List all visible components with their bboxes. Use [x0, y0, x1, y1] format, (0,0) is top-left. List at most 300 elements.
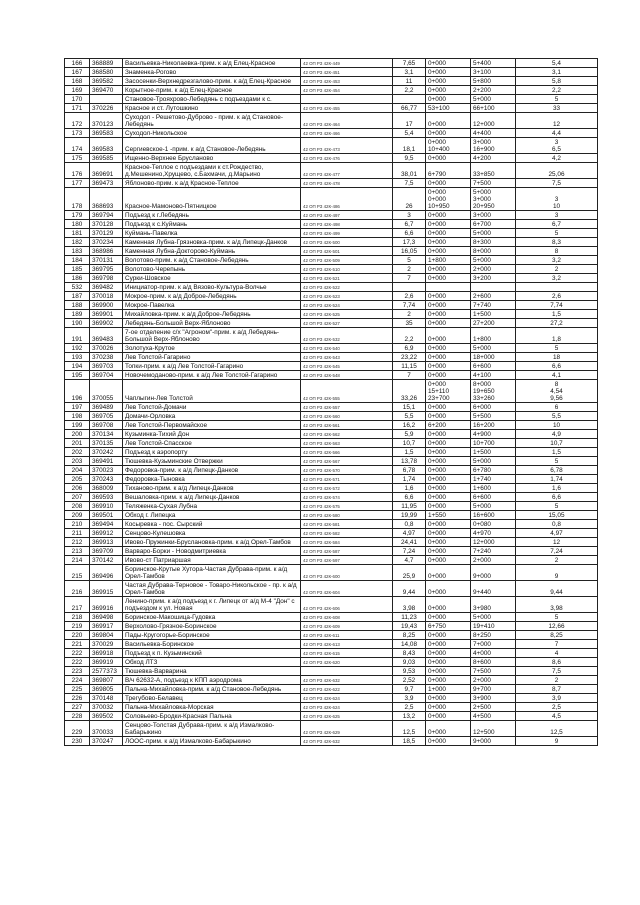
section-length: 12,66 — [516, 622, 598, 631]
road-length: 2,5 — [393, 703, 426, 712]
road-code: 370134 — [90, 430, 123, 439]
road-code: 369807 — [90, 676, 123, 685]
km-end — [471, 457, 516, 466]
km-end-value: 8+250 — [473, 632, 491, 639]
section-length: 8,25 — [516, 631, 598, 640]
road-name: Сенцово-Кулешовка — [123, 529, 301, 538]
km-start — [426, 403, 471, 412]
section-length-value: 3 — [554, 139, 559, 146]
road-identifier: 42 ОП РЗ 42К-584 — [301, 538, 393, 547]
road-name: Михайловка-прим. к а/д Доброе-Лебедянь — [123, 310, 301, 319]
road-name: Сенцово-Толстая Дубрава-прим. к а/д Измалково-Бабарыкино — [123, 721, 301, 737]
km-end — [471, 581, 516, 597]
road-code: 369473 — [90, 179, 123, 188]
km-start-value: 1+000 — [428, 686, 446, 693]
road-identifier: 42 ОП РЗ 42К-476 — [301, 154, 393, 163]
road-code: 369583 — [90, 138, 123, 154]
road-code: 369703 — [90, 362, 123, 371]
km-end — [471, 188, 516, 211]
km-start — [426, 319, 471, 328]
km-end-value: 3+000 — [473, 196, 491, 203]
km-start — [426, 247, 471, 256]
table-row — [65, 86, 598, 95]
section-length: 3,9 — [516, 694, 598, 703]
road-code: 369705 — [90, 412, 123, 421]
road-length: 0,8 — [393, 520, 426, 529]
km-end-value: 16+200 — [473, 422, 495, 429]
road-identifier: 42 ОП РЗ 42К-608 — [301, 613, 393, 622]
km-start-value: 0+000 — [428, 230, 446, 237]
km-end — [471, 658, 516, 667]
row-number: 205 — [65, 475, 90, 484]
table-row — [65, 547, 598, 556]
km-end — [471, 737, 516, 746]
road-name: Сурки-Шовское — [123, 274, 301, 283]
section-length: 9,44 — [516, 581, 598, 597]
road-length: 9,7 — [393, 685, 426, 694]
km-start-value: 0+000 — [428, 248, 446, 255]
section-length-value: 6,5 — [552, 146, 561, 153]
road-identifier: 42 ОП РЗ 42К-609 — [301, 622, 393, 631]
road-name: В/ч 62632-А, подъезд к КПП аэродрома — [123, 676, 301, 685]
km-start-value: 0+000 — [428, 311, 446, 318]
km-start — [426, 362, 471, 371]
road-identifier: 42 ОП РЗ 42К-453 — [301, 77, 393, 86]
km-start-value: 0+000 — [428, 695, 446, 702]
km-start — [426, 667, 471, 676]
road-identifier: 42 ОП РЗ 42К-622 — [301, 685, 393, 694]
km-start-value: 0+000 — [428, 650, 446, 657]
km-end — [471, 283, 516, 292]
road-identifier: 42 ОП РЗ 42К-455 — [301, 104, 393, 113]
table-row — [65, 640, 598, 649]
road-name: Чаплыгин-Лев Толстой — [123, 380, 301, 403]
km-end — [471, 556, 516, 565]
road-name: Куймань-Павелка — [123, 229, 301, 238]
road-name: Вешаловка-прим. к а/д Липецк-Данков — [123, 493, 301, 502]
road-name: Васильевка-Николаевка-прим. к а/д Елец-Красное — [123, 59, 301, 68]
row-number: 210 — [65, 520, 90, 529]
road-length: 6,78 — [393, 466, 426, 475]
road-length: 6,7 — [393, 220, 426, 229]
section-length: 8,3 — [516, 238, 598, 247]
road-length: 25,9 — [393, 565, 426, 581]
road-length: 9,03 — [393, 658, 426, 667]
km-end — [471, 104, 516, 113]
road-name: Яблоново-прим. к а/д Красное-Теплое — [123, 179, 301, 188]
km-end — [471, 667, 516, 676]
road-length: 17 — [393, 113, 426, 129]
km-start — [426, 256, 471, 265]
table-row — [65, 283, 598, 292]
row-number: 188 — [65, 301, 90, 310]
section-length: 7 — [516, 640, 598, 649]
table-row — [65, 229, 598, 238]
row-number: 199 — [65, 421, 90, 430]
road-length: 15,1 — [393, 403, 426, 412]
road-code: 369916 — [90, 597, 123, 613]
road-name: Пальна-Михайловка-прим. к а/д Становое-Лебедянь — [123, 685, 301, 694]
km-start — [426, 138, 471, 154]
km-start — [426, 310, 471, 319]
row-number: 209 — [65, 511, 90, 520]
row-number: 228 — [65, 712, 90, 721]
table-row — [65, 556, 598, 565]
road-name: Суходол-Никольское — [123, 129, 301, 138]
road-name: Корытное-прим. к а/д Елец-Красное — [123, 86, 301, 95]
table-row — [65, 104, 598, 113]
km-start-value: 0+000 — [428, 659, 446, 666]
section-length: 12 — [516, 113, 598, 129]
row-number: 214 — [65, 556, 90, 565]
table-row — [65, 484, 598, 493]
km-start — [426, 104, 471, 113]
road-code: 368986 — [90, 247, 123, 256]
km-start-value: 0+000 — [428, 485, 446, 492]
section-length — [516, 283, 598, 292]
km-start-value: 0+000 — [428, 336, 446, 343]
row-number: 171 — [65, 104, 90, 113]
road-code: 369912 — [90, 529, 123, 538]
table-row — [65, 457, 598, 466]
section-length: 5 — [516, 502, 598, 511]
section-length: 12,5 — [516, 721, 598, 737]
km-start-value: 0+000 — [428, 60, 446, 67]
road-code: 370033 — [90, 721, 123, 737]
road-name: Лев Толстой-Первомайское — [123, 421, 301, 430]
road-identifier: 42 ОП РЗ 42К-454 — [301, 86, 393, 95]
road-identifier: 42 ОП РЗ 42К-545 — [301, 362, 393, 371]
road-name: Федоровка-прим. к а/д Липецк-Данков — [123, 466, 301, 475]
row-number: 202 — [65, 448, 90, 457]
km-start — [426, 154, 471, 163]
table-row — [65, 622, 598, 631]
row-number: 172 — [65, 113, 90, 129]
road-name: Боринское-Макошица-Гудовка — [123, 613, 301, 622]
table-row — [65, 362, 598, 371]
section-length: 2,6 — [516, 292, 598, 301]
road-name: Верхолово-Грязное-Боринское — [123, 622, 301, 631]
km-start — [426, 613, 471, 622]
table-row — [65, 703, 598, 712]
km-end-value: 12+000 — [473, 539, 495, 546]
km-end — [471, 721, 516, 737]
road-length: 11,15 — [393, 362, 426, 371]
road-length: 12,5 — [393, 721, 426, 737]
road-code: 369585 — [90, 154, 123, 163]
road-identifier: 42 ОП РЗ 42К-557 — [301, 403, 393, 412]
road-name: Красное и ст. Лутошкино — [123, 104, 301, 113]
road-name: Каменная Лубна-Докторово-Куймань — [123, 247, 301, 256]
km-start — [426, 439, 471, 448]
section-length: 9 — [516, 737, 598, 746]
road-length: 9,53 — [393, 667, 426, 676]
section-length-value: 3 — [554, 196, 559, 203]
km-start-value: 0+000 — [428, 704, 446, 711]
km-end-value: 7+240 — [473, 548, 491, 555]
road-length: 1,6 — [393, 484, 426, 493]
km-start — [426, 188, 471, 211]
road-length: 7,24 — [393, 547, 426, 556]
section-length: 12 — [516, 538, 598, 547]
km-end-value: 1+740 — [473, 476, 491, 483]
table-row — [65, 95, 598, 104]
road-length: 2,2 — [393, 328, 426, 344]
km-end — [471, 247, 516, 256]
road-code: 368889 — [90, 59, 123, 68]
km-start-value: 0+000 — [428, 467, 446, 474]
table-row — [65, 694, 598, 703]
km-end — [471, 622, 516, 631]
road-length: 5,5 — [393, 412, 426, 421]
row-number: 225 — [65, 685, 90, 694]
section-length: 2,5 — [516, 703, 598, 712]
km-start — [426, 721, 471, 737]
road-name: Мокрое-Павелка — [123, 301, 301, 310]
table-row — [65, 163, 598, 179]
road-code: 368580 — [90, 68, 123, 77]
table-row — [65, 220, 598, 229]
km-end — [471, 301, 516, 310]
road-code: 370055 — [90, 380, 123, 403]
km-end-value: 6+000 — [473, 404, 491, 411]
km-start-value: 0+000 — [428, 458, 446, 465]
km-end — [471, 493, 516, 502]
road-code: 370029 — [90, 640, 123, 649]
km-end — [471, 538, 516, 547]
km-start — [426, 229, 471, 238]
section-length: 5 — [516, 229, 598, 238]
table-row — [65, 344, 598, 353]
road-code: 370234 — [90, 238, 123, 247]
road-length: 17,3 — [393, 238, 426, 247]
road-length: 2,6 — [393, 292, 426, 301]
road-length: 18,1 — [393, 138, 426, 154]
road-length: 1,5 — [393, 448, 426, 457]
km-end — [471, 138, 516, 154]
km-start-value: 0+000 — [428, 738, 446, 745]
road-name: Ищенно-Верхнее Брусланово — [123, 154, 301, 163]
km-end-value: 18+000 — [473, 354, 495, 361]
road-length: 35 — [393, 319, 426, 328]
table-row — [65, 353, 598, 362]
row-number: 175 — [65, 154, 90, 163]
km-start-value: 0+000 — [428, 573, 446, 580]
table-row — [65, 421, 598, 430]
km-start — [426, 676, 471, 685]
km-end-value: 5+000 — [473, 230, 491, 237]
km-start-value: 0+000 — [428, 320, 446, 327]
km-end — [471, 520, 516, 529]
km-end — [471, 371, 516, 380]
road-identifier: 42 ОП РЗ 42К-624 — [301, 703, 393, 712]
road-code: 369919 — [90, 658, 123, 667]
row-number: 203 — [65, 457, 90, 466]
table-row — [65, 502, 598, 511]
km-start — [426, 211, 471, 220]
road-code: 370148 — [90, 694, 123, 703]
road-name: Лебедянь-Большой Верх-Яблоново — [123, 319, 301, 328]
km-start — [426, 344, 471, 353]
road-code: 369691 — [90, 163, 123, 179]
km-start-value: 0+000 — [428, 130, 446, 137]
road-name: Кузьминка-Тихий Дон — [123, 430, 301, 439]
road-name: Мокрое-прим. к а/д Доброе-Лебедянь — [123, 292, 301, 301]
km-end-value: 2+000 — [473, 557, 491, 564]
km-end-value: 9+700 — [473, 686, 491, 693]
km-start-value: 0+000 — [428, 713, 446, 720]
road-code: 370026 — [90, 344, 123, 353]
section-length: 5,4 — [516, 59, 598, 68]
road-length: 3,9 — [393, 694, 426, 703]
row-number: 192 — [65, 344, 90, 353]
km-end — [471, 113, 516, 129]
km-end-value: 2+600 — [473, 293, 491, 300]
section-length: 5 — [516, 95, 598, 104]
km-end — [471, 328, 516, 344]
road-code: 370131 — [90, 256, 123, 265]
section-length: 3 — [516, 211, 598, 220]
km-end-value: 1+500 — [473, 311, 491, 318]
road-identifier: 42 ОП РЗ 42К-574 — [301, 493, 393, 502]
km-end-value: 33+260 — [473, 395, 495, 402]
road-identifier: 42 ОП РЗ 42К-625 — [301, 712, 393, 721]
road-code: 368009 — [90, 484, 123, 493]
km-start-value: 0+000 — [428, 239, 446, 246]
road-name: Новочемоданово-прим. к а/д Лев Толстой-Гагарино — [123, 371, 301, 380]
road-name: Лев Толстой-Домачи — [123, 403, 301, 412]
km-end-value: 8+000 — [473, 248, 491, 255]
km-end — [471, 292, 516, 301]
row-number: 222 — [65, 658, 90, 667]
km-start — [426, 430, 471, 439]
section-length: 3,2 — [516, 274, 598, 283]
km-start — [426, 380, 471, 403]
road-length: 9,44 — [393, 581, 426, 597]
km-end-value: 8+300 — [473, 239, 491, 246]
km-start-value: 0+000 — [428, 677, 446, 684]
road-length: 19,43 — [393, 622, 426, 631]
km-end-value: 1+600 — [473, 485, 491, 492]
section-length: 5,8 — [516, 77, 598, 86]
section-length: 1,8 — [516, 328, 598, 344]
section-length: 7,5 — [516, 667, 598, 676]
road-length: 11 — [393, 77, 426, 86]
road-code: 369708 — [90, 421, 123, 430]
km-start — [426, 68, 471, 77]
km-start — [426, 581, 471, 597]
road-identifier — [301, 667, 393, 676]
section-length: 4 — [516, 649, 598, 658]
road-code: 369494 — [90, 520, 123, 529]
km-end-value: 3+200 — [473, 275, 491, 282]
road-identifier: 42 ОП РЗ 42К-604 — [301, 581, 393, 597]
road-name: Соловьево-Бродки-Красная Пальна — [123, 712, 301, 721]
km-start — [426, 502, 471, 511]
road-code: 369798 — [90, 274, 123, 283]
row-number: 168 — [65, 77, 90, 86]
km-start — [426, 737, 471, 746]
table-row — [65, 179, 598, 188]
km-start-value: 0+000 — [428, 266, 446, 273]
road-code: 369489 — [90, 403, 123, 412]
km-end — [471, 466, 516, 475]
road-identifier: 42 ОП РЗ 42К-464 — [301, 113, 393, 129]
road-name: Боринское-Крутые Хутора-Частая Дубрава-прим. к а/д Орел-Тамбов — [123, 565, 301, 581]
road-code: 370123 — [90, 113, 123, 129]
road-name: Федоровка-Тыновка — [123, 475, 301, 484]
km-start-value: 10+950 — [428, 203, 450, 210]
road-name: Сергиевское-1 -прим. к а/д Становое-Лебедянь — [123, 138, 301, 154]
table-row — [65, 319, 598, 328]
km-start — [426, 328, 471, 344]
row-number: 219 — [65, 622, 90, 631]
road-length: 19,99 — [393, 511, 426, 520]
km-end-value: 5+000 — [473, 189, 491, 196]
road-identifier: 42 ОП РЗ 42К-561 — [301, 421, 393, 430]
section-length: 8,6 — [516, 658, 598, 667]
km-start — [426, 597, 471, 613]
road-identifier: 42 ОП РЗ 42К-497 — [301, 211, 393, 220]
km-end-value: 2+000 — [473, 677, 491, 684]
road-name: Топки-прим. к а/д Лев Толстой-Гагарино — [123, 362, 301, 371]
table-row — [65, 301, 598, 310]
section-length: 1,5 — [516, 448, 598, 457]
road-name: ЛООС-прим. к а/д Измалково-Бабарыкино — [123, 737, 301, 746]
section-length: 8 — [516, 247, 598, 256]
km-start-value: 0+000 — [428, 155, 446, 162]
road-length: 6,6 — [393, 229, 426, 238]
road-code: 369491 — [90, 457, 123, 466]
km-start — [426, 292, 471, 301]
section-length: 6,6 — [516, 493, 598, 502]
km-end — [471, 274, 516, 283]
road-identifier: 42 ОП РЗ 42К-580 — [301, 511, 393, 520]
table-row — [65, 211, 598, 220]
table-row — [65, 274, 598, 283]
road-code: 2577373 — [90, 667, 123, 676]
road-identifier: 42 ОП РЗ 42К-524 — [301, 301, 393, 310]
section-length: 4,1 — [516, 371, 598, 380]
km-start-value: 1+550 — [428, 512, 446, 519]
road-name: Домачи-Орловка — [123, 412, 301, 421]
km-end-value: 5+000 — [473, 96, 491, 103]
road-length: 18,5 — [393, 737, 426, 746]
road-length: 33,26 — [393, 380, 426, 403]
road-code: 370243 — [90, 475, 123, 484]
km-end-value: 7+500 — [473, 180, 491, 187]
km-start-value: 0+000 — [428, 180, 446, 187]
road-identifier: 42 ОП РЗ 42К-575 — [301, 502, 393, 511]
road-length: 5,4 — [393, 129, 426, 138]
table-row — [65, 371, 598, 380]
km-end-value: 9+000 — [473, 738, 491, 745]
road-name: Подъезд к с.Куймань — [123, 220, 301, 229]
road-identifier: 42 ОП РЗ 42К-486 — [301, 188, 393, 211]
road-register-table — [64, 58, 597, 746]
km-end — [471, 484, 516, 493]
section-length: 33 — [516, 104, 598, 113]
km-start-value: 0+000 — [428, 605, 446, 612]
table-row — [65, 737, 598, 746]
km-end — [471, 712, 516, 721]
section-length: 7,24 — [516, 547, 598, 556]
row-number: 220 — [65, 631, 90, 640]
section-length — [516, 188, 598, 211]
km-end-value: 4+900 — [473, 431, 491, 438]
km-end — [471, 310, 516, 319]
road-identifier: 42 ОП РЗ 42К-521 — [301, 274, 393, 283]
